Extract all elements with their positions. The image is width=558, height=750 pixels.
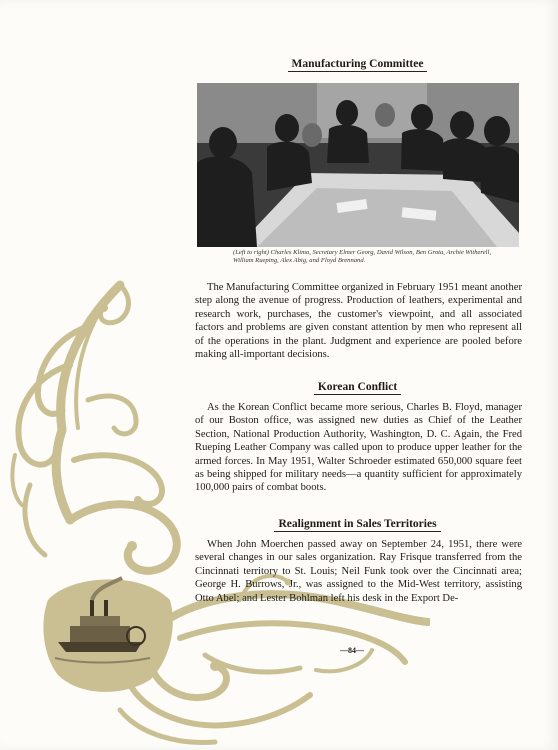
page-number: —84— (340, 646, 364, 655)
steamboat-vignette-icon (43, 578, 172, 692)
committee-photo (197, 83, 519, 247)
photo-caption: (Left to right) Charles Klima, Secretary Elmer Georg, David Wilson, Ben Grota, Archie Witherell, William Rueping, Alex Abig, and Floyd Brennand. (233, 249, 491, 264)
korean-conflict-paragraph: As the Korean Conflict became more serious, Charles B. Floyd, manager of our Boston office, was assigned new duties as Chief of the Leather Section, National Production Authority, Washington, D. C. Again, the Fred Rueping Leather Company was called upon to produce upper leather for the armed forces. In May 1951, Walter Schroeder estimated 650,000 square feet as being shipped for military needs—a quantity sufficient for approximately 100,000 pairs of combat boots. (195, 402, 522, 494)
committee-photo-image (197, 83, 519, 247)
heading-korean-conflict: Korean Conflict (195, 381, 520, 395)
heading-manufacturing-committee: Manufacturing Committee (195, 58, 520, 72)
manufacturing-paragraph: The Manufacturing Committee organized in February 1951 meant another step along the avenue of progress. Production of leathers, experimental and research work, purchases, the customer's viewpoint, and all associated factors and problems are given constant attention by men who represent all of the operations in the plant. Judgment and experience are pooled before making all-important decisions. (195, 282, 522, 361)
heading-realignment-sales-territories: Realignment in Sales Territories (195, 518, 520, 532)
realignment-paragraph: When John Moerchen passed away on September 24, 1951, there were several changes in our sales organization. Ray Frisque transferred from the Cincinnati territory to St. Louis; Neil Funk took over the Cincinnati area; George H. Burrows, Jr., was assigned to the Mid-West territory, assisting Otto Abel; and Lester Bohlman left his desk in the Export De- (195, 539, 522, 604)
